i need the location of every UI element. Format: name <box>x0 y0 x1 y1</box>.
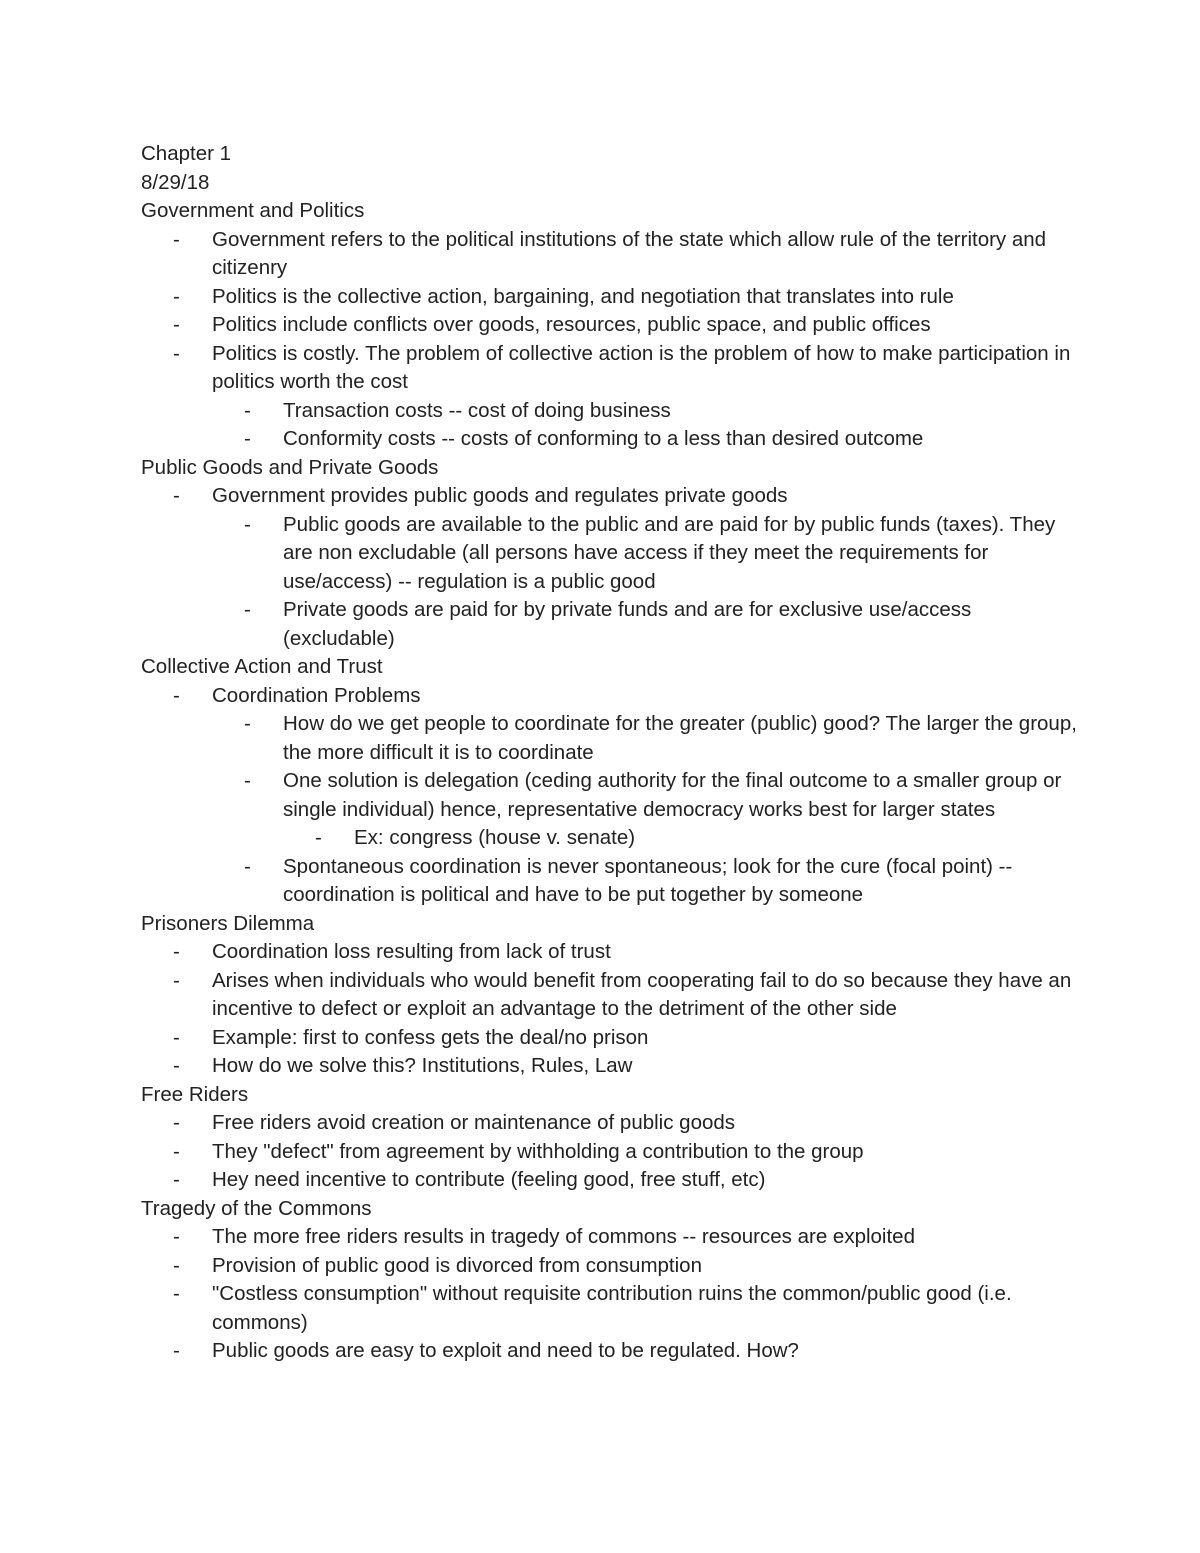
bullet-text: Coordination Problems <box>212 683 421 707</box>
dash-bullet-icon: - <box>173 968 180 992</box>
bullet-item-level-1 <box>141 1223 1081 1252</box>
dash-bullet-icon: - <box>173 341 180 365</box>
bullet-item-level-1 <box>141 682 1081 711</box>
dash-bullet-icon: - <box>173 1139 180 1163</box>
bullet-item-level-1 <box>141 1280 1081 1337</box>
bullet-item-level-2 <box>141 397 1081 426</box>
bullet-text: Politics is the collective action, bargaining, and negotiation that translates into rule <box>212 284 954 308</box>
bullet-item-level-2 <box>141 511 1081 597</box>
section-heading: Tragedy of the Commons <box>141 1196 372 1220</box>
bullet-text: Private goods are paid for by private funds and are for exclusive use/access (excludable) <box>283 598 972 650</box>
bullet-text: Spontaneous coordination is never spontaneous; look for the cure (focal point) -- coordination is political and have to be put together by someone <box>283 854 1013 906</box>
bullet-item-level-1 <box>141 1138 1081 1167</box>
bullet-text: Government refers to the political institutions of the state which allow rule of the territory and citizenry <box>212 227 1047 279</box>
bullet-item-level-1 <box>141 967 1081 1024</box>
dash-bullet-icon: - <box>173 484 180 507</box>
document-title: Chapter 1 <box>141 142 232 165</box>
dash-bullet-icon: - <box>244 512 251 536</box>
bullet-item-level-1 <box>141 1052 1081 1081</box>
dash-bullet-icon: - <box>173 1025 180 1049</box>
dash-bullet-icon: - <box>244 854 251 878</box>
bullet-text: Public goods are easy to exploit and need to be regulated. How? <box>212 1339 799 1362</box>
bullet-item-level-1 <box>141 226 1081 283</box>
bullet-text: Coordination loss resulting from lack of trust <box>212 940 611 963</box>
dash-bullet-icon: - <box>173 1253 180 1277</box>
dash-bullet-icon: - <box>244 427 251 450</box>
section-heading: Collective Action and Trust <box>141 655 383 678</box>
section-heading: Public Goods and Private Goods <box>141 455 439 479</box>
bullet-text: One solution is delegation (ceding authority for the final outcome to a smaller group or single individual) hence, representative democracy works best for larger states <box>283 769 1062 821</box>
dash-bullet-icon: - <box>173 940 180 963</box>
dash-bullet-icon: - <box>173 683 180 707</box>
notes-section <box>141 653 1081 910</box>
bullet-text: Provision of public good is divorced from consumption <box>212 1253 702 1277</box>
dash-bullet-icon: - <box>244 769 251 792</box>
dash-bullet-icon: - <box>173 1282 180 1305</box>
dash-bullet-icon: - <box>244 398 251 422</box>
dash-bullet-icon: - <box>173 1168 180 1191</box>
bullet-item-level-2 <box>141 425 1081 454</box>
bullet-text: Transaction costs -- cost of doing business <box>283 398 671 422</box>
dash-bullet-icon: - <box>173 1339 180 1362</box>
bullet-text: Example: first to confess gets the deal/no prison <box>212 1025 649 1049</box>
bullet-text: How do we get people to coordinate for the greater (public) good? The larger the group, the more difficult it is to coordinate <box>283 712 1077 764</box>
notes-section <box>141 197 1081 454</box>
bullet-item-level-2 <box>141 710 1081 767</box>
document-date: 8/29/18 <box>141 170 210 194</box>
dash-bullet-icon: - <box>315 826 322 849</box>
bullet-item-level-1 <box>141 1252 1081 1281</box>
bullet-text: Conformity costs -- costs of conforming to a less than desired outcome <box>283 427 924 450</box>
bullet-item-level-2 <box>141 853 1081 910</box>
bullet-item-level-3 <box>141 824 1081 853</box>
dash-bullet-icon: - <box>244 598 251 621</box>
bullet-item-level-2 <box>141 767 1081 824</box>
bullet-item-level-1 <box>141 311 1081 340</box>
notes-section <box>141 1195 1081 1366</box>
dash-bullet-icon: - <box>173 1054 180 1077</box>
section-heading: Free Riders <box>141 1082 249 1106</box>
notes-section <box>141 910 1081 1081</box>
bullet-item-level-1 <box>141 1109 1081 1138</box>
bullet-text: Ex: congress (house v. senate) <box>354 826 636 849</box>
bullet-text: The more free riders results in tragedy of commons -- resources are exploited <box>212 1225 915 1248</box>
notes-section <box>141 1081 1081 1195</box>
bullet-item-level-1 <box>141 1024 1081 1053</box>
bullet-text: Public goods are available to the public and are paid for by public funds (taxes). They are non excludable (all persons have access if they meet the requirements for use/access) -- regulation is a public good <box>283 512 1056 593</box>
bullet-text: Politics include conflicts over goods, resources, public space, and public offices <box>212 313 931 336</box>
section-heading: Government and Politics <box>141 199 365 222</box>
dash-bullet-icon: - <box>173 227 180 251</box>
dash-bullet-icon: - <box>173 1225 180 1248</box>
bullet-text: They "defect" from agreement by withholding a contribution to the group <box>212 1139 864 1163</box>
bullet-item-level-1 <box>141 938 1081 967</box>
bullet-item-level-1 <box>141 283 1081 312</box>
notes-sections <box>141 197 1081 1366</box>
bullet-text: "Costless consumption" without requisite contribution ruins the common/public good (i.e. commons) <box>212 1282 1012 1334</box>
dash-bullet-icon: - <box>173 313 180 336</box>
section-heading: Prisoners Dilemma <box>141 911 315 935</box>
dash-bullet-icon: - <box>173 284 180 308</box>
bullet-item-level-2 <box>141 596 1081 653</box>
dash-bullet-icon: - <box>244 712 251 735</box>
bullet-item-level-1 <box>141 340 1081 397</box>
bullet-item-level-1 <box>141 1337 1081 1366</box>
notes-section <box>141 454 1081 654</box>
bullet-item-level-1 <box>141 482 1081 511</box>
bullet-text: Free riders avoid creation or maintenance of public goods <box>212 1111 736 1134</box>
bullet-text: Arises when individuals who would benefit from cooperating fail to do so because they have an incentive to defect or exploit an advantage to the detriment of the other side <box>212 968 1072 1020</box>
bullet-text: How do we solve this? Institutions, Rules, Law <box>212 1054 633 1077</box>
bullet-text: Politics is costly. The problem of collective action is the problem of how to make participation in politics worth the cost <box>212 341 1071 393</box>
bullet-text: Government provides public goods and regulates private goods <box>212 484 788 507</box>
document-body <box>141 140 1081 1366</box>
dash-bullet-icon: - <box>173 1111 180 1134</box>
bullet-text: Hey need incentive to contribute (feeling good, free stuff, etc) <box>212 1168 766 1191</box>
bullet-item-level-1 <box>141 1166 1081 1195</box>
